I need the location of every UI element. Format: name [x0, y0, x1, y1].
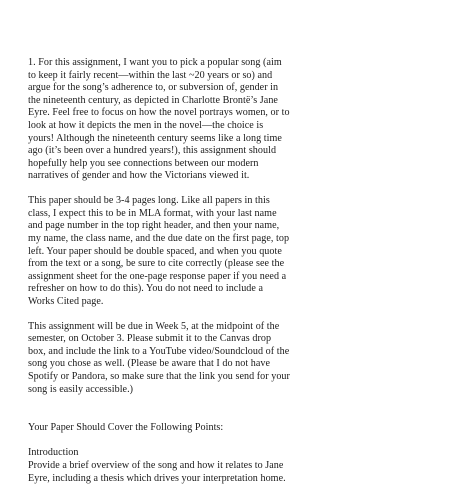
points-heading: Your Paper Should Cover the Following Points:: [28, 421, 224, 433]
assignment-paragraph: 1. For this assignment, I want you to pick a popular song (aim to keep it fairly recent—within the last ~20 years or so) and argue for the song’s adherence to, or subversion of, gender in the nineteenth century, as depicted in Charlotte Brontë’s Jane Eyre. Feel free to focus on how the novel portrays women, or to look at how it depicts the men in the novel—the choice is yours! Although the nineteenth century seems like a long time ago (it’s been over a hundred years!), this assignment should hopefully help you see connections between our modern narratives of gender and how the Victorians viewed it.: [28, 57, 290, 182]
paragraph-spacer: [28, 396, 448, 422]
paragraph-spacer: [28, 434, 448, 447]
length-format-paragraph: This paper should be 3-4 pages long. Like all papers in this class, I expect this to be in MLA format, with your last name and page number in the top right header, and then your name, my name, the class name, and the due date on the first page, top left. Your paper should be double spaced, and when you quote from the text or a song, be sure to cite correctly (please see the assignment sheet for the one-page response paper if you need a refresher on how to do this). You do not need to include a Works Cited page.: [28, 195, 290, 307]
paragraph-spacer: [28, 183, 448, 195]
document-page: [28, 57, 448, 485]
paragraph-spacer: [28, 308, 448, 320]
due-date-paragraph: This assignment will be due in Week 5, at the midpoint of the semester, on October 3. Please submit it to the Canvas drop box, and include the link to a YouTube video/Soundcloud of the song you chose as well. (Please be aware that I do not have Spotify or Pandora, so make sure that the link you send for your song is easily accessible.): [28, 320, 290, 395]
introduction-paragraph: Introduction Provide a brief overview of the song and how it relates to Jane Eyre, including a thesis which drives your interpretation home.: [28, 447, 286, 484]
